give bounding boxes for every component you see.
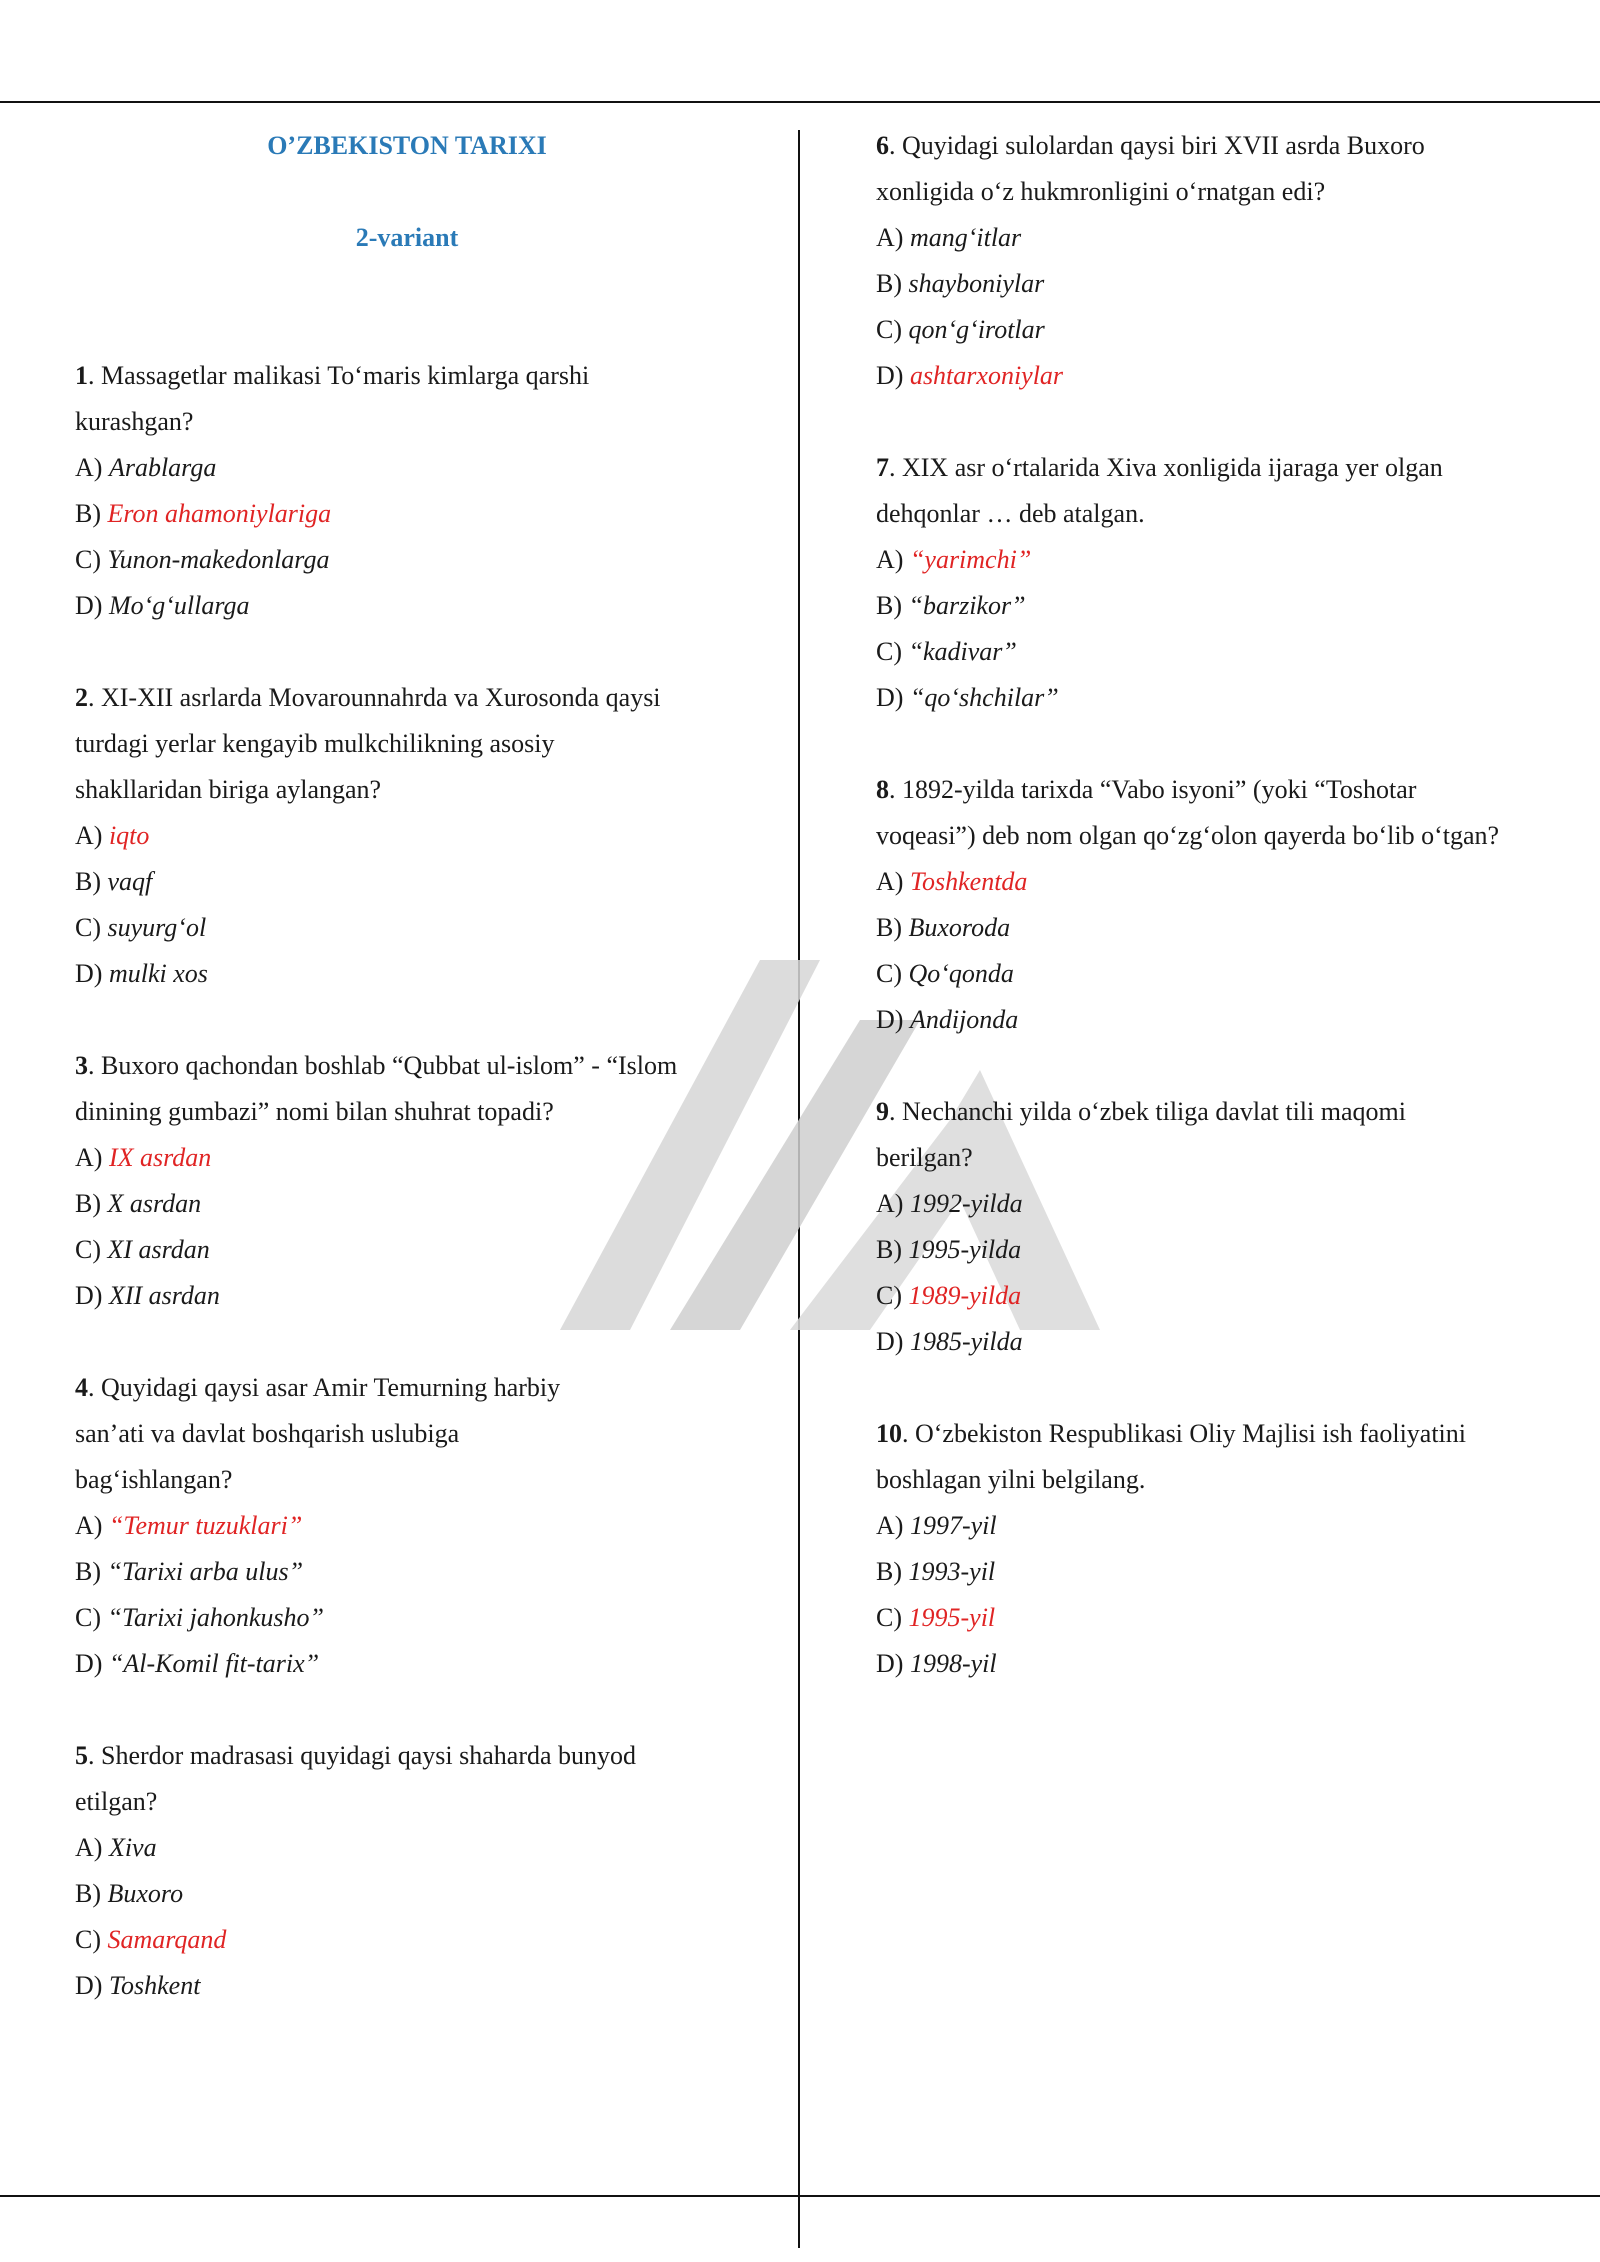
answer-option [876,307,1576,353]
answer-option [75,1549,775,1595]
answer-option [876,675,1576,721]
question-number: 8 [876,775,889,804]
option-text: Buxoroda [908,913,1011,942]
answer-option [876,997,1576,1043]
answer-option-correct [75,1917,775,1963]
option-text: Mo‘g‘ullarga [108,591,250,620]
answer-option-correct [876,859,1576,905]
answer-option [75,1181,775,1227]
option-text: Arablarga [108,453,217,482]
answer-option [876,1641,1576,1687]
option-text: suyurg‘ol [107,913,207,942]
answer-option [75,583,775,629]
answer-option [876,1503,1576,1549]
option-letter: A) [75,1833,109,1862]
question-block [75,1365,775,1687]
answer-option [75,537,775,583]
option-text: vaqf [107,867,153,896]
option-text: “Tarixi jahonkusho” [107,1603,324,1632]
answer-option [876,583,1576,629]
option-letter: C) [876,959,909,988]
answer-option [876,905,1576,951]
option-text: Buxoro [107,1879,184,1908]
option-text: XI asrdan [107,1235,210,1264]
answer-option-correct [75,813,775,859]
option-letter: D) [876,361,910,390]
option-text: Andijonda [909,1005,1019,1034]
option-letter: C) [75,1925,108,1954]
option-text: 1995-yilda [908,1235,1022,1264]
option-letter: D) [876,1327,910,1356]
question-stem-line: shakllaridan biriga aylangan? [75,775,382,804]
option-letter: A) [876,1511,910,1540]
option-letter: A) [75,1511,109,1540]
option-text: “kadivar” [908,637,1017,666]
option-text: Xiva [108,1833,157,1862]
left-column [75,123,775,2055]
question-stem-line: berilgan? [876,1143,973,1172]
question-stem-line: 10. O‘zbekiston Respublikasi Oliy Majlisi ish faoliyatini [876,1419,1467,1448]
option-text: “Tarixi arba ulus” [107,1557,304,1586]
option-text: mang‘itlar [909,223,1022,252]
question-number: 7 [876,453,889,482]
option-text: IX asrdan [108,1143,212,1172]
answer-option [75,859,775,905]
option-letter: A) [75,1143,109,1172]
answer-option [75,1871,775,1917]
answer-option [75,905,775,951]
question-block [876,1089,1576,1365]
question-number: 2 [75,683,88,712]
option-letter: C) [876,1603,909,1632]
option-letter: B) [876,269,909,298]
bottom-rule [0,2195,1600,2197]
question-number: 4 [75,1373,88,1402]
option-letter: B) [75,1189,108,1218]
option-letter: D) [75,1971,109,2000]
question-stem-line: etilgan? [75,1787,158,1816]
option-letter: D) [876,683,910,712]
option-letter: C) [876,1281,909,1310]
question-stem-line: 6. Quyidagi sulolardan qaysi biri XVII asrda Buxoro [876,131,1425,160]
question-stem-line: san’ati va davlat boshqarish uslubiga [75,1419,460,1448]
answer-option [876,629,1576,675]
option-letter: D) [75,1281,109,1310]
answer-option [75,1825,775,1871]
question-stem-line: turdagi yerlar kengayib mulkchilikning asosiy [75,729,555,758]
option-text: 1997-yil [909,1511,997,1540]
question-stem-line: 4. Quyidagi qaysi asar Amir Temurning harbiy [75,1373,561,1402]
option-letter: B) [876,1557,909,1586]
answer-option [75,1227,775,1273]
answer-option [876,1181,1576,1227]
option-letter: A) [75,821,109,850]
answer-option-correct [75,1503,775,1549]
option-letter: D) [75,591,109,620]
option-text: Samarqand [107,1925,227,1954]
question-number: 3 [75,1051,88,1080]
option-letter: A) [876,545,910,574]
page-title: O’ZBEKISTON TARIXI [267,131,547,160]
question-number: 5 [75,1741,88,1770]
option-letter: A) [876,223,910,252]
option-letter: C) [75,913,108,942]
option-text: ashtarxoniylar [909,361,1064,390]
option-text: “Al-Komil fit-tarix” [108,1649,320,1678]
question-stem-line: bag‘ishlangan? [75,1465,233,1494]
answer-option-correct [876,537,1576,583]
question-block [75,1043,775,1319]
option-letter: A) [876,867,910,896]
question-block [876,123,1576,399]
answer-option-correct [876,1595,1576,1641]
answer-option [75,1963,775,2009]
option-text: X asrdan [107,1189,202,1218]
option-letter: B) [876,591,909,620]
option-text: 1993-yil [908,1557,996,1586]
answer-option [75,951,775,997]
option-letter: A) [75,453,109,482]
answer-option [876,1227,1576,1273]
option-text: Eron ahamoniylariga [107,499,332,528]
option-text: 1985-yilda [909,1327,1023,1356]
answer-option [876,215,1576,261]
option-letter: B) [75,499,108,528]
question-stem-line: 3. Buxoro qachondan boshlab “Qubbat ul-islom” - “Islom [75,1051,678,1080]
option-letter: B) [75,1557,108,1586]
question-stem-line: 1. Massagetlar malikasi To‘maris kimlarga qarshi [75,361,590,390]
option-text: mulki xos [108,959,208,988]
option-text: 1989-yilda [908,1281,1022,1310]
question-stem-line: kurashgan? [75,407,194,436]
answer-option-correct [75,491,775,537]
question-number: 10 [876,1419,902,1448]
option-text: 1998-yil [909,1649,997,1678]
option-text: Toshkent [108,1971,201,2000]
question-stem-line: voqeasi”) deb nom olgan qo‘zg‘olon qayerda bo‘lib o‘tgan? [876,821,1500,850]
right-question-list [876,123,1576,1687]
option-letter: B) [876,1235,909,1264]
option-letter: D) [876,1005,910,1034]
option-text: iqto [108,821,150,850]
question-number: 9 [876,1097,889,1126]
question-block [75,675,775,997]
option-letter: D) [75,1649,109,1678]
question-stem-line: dinining gumbazi” nomi bilan shuhrat topadi? [75,1097,554,1126]
answer-option [75,445,775,491]
option-letter: C) [876,315,909,344]
option-text: “qo‘shchilar” [909,683,1059,712]
option-text: shayboniylar [908,269,1045,298]
question-block [75,353,775,629]
question-number: 6 [876,131,889,160]
option-text: “Temur tuzuklari” [108,1511,303,1540]
option-text: 1995-yil [908,1603,996,1632]
question-stem-line: 8. 1892-yilda tarixda “Vabo isyoni” (yoki “Toshotar [876,775,1417,804]
option-text: qon‘g‘irotlar [908,315,1045,344]
question-number: 1 [75,361,88,390]
option-letter: B) [876,913,909,942]
option-letter: C) [75,1235,108,1264]
question-stem-line: 5. Sherdor madrasasi quyidagi qaysi shaharda bunyod [75,1741,637,1770]
question-stem-line: 9. Nechanchi yilda o‘zbek tiliga davlat tili maqomi [876,1097,1406,1126]
answer-option [75,1641,775,1687]
answer-option [876,261,1576,307]
answer-option [876,1319,1576,1365]
left-question-list [75,353,775,2009]
option-text: “barzikor” [908,591,1026,620]
option-letter: C) [75,1603,108,1632]
question-stem-line: 7. XIX asr o‘rtalarida Xiva xonligida ijaraga yer olgan [876,453,1443,482]
option-text: XII asrdan [108,1281,220,1310]
option-text: “yarimchi” [909,545,1032,574]
question-stem-line: 2. XI-XII asrlarda Movarounnahrda va Xurosonda qaysi [75,683,661,712]
option-letter: A) [876,1189,910,1218]
question-stem-line: boshlagan yilni belgilang. [876,1465,1146,1494]
question-block [876,1411,1576,1687]
option-text: Toshkentda [909,867,1028,896]
question-block [75,1733,775,2009]
variant-label: 2-variant [355,223,459,252]
option-text: 1992-yilda [909,1189,1023,1218]
answer-option [876,1549,1576,1595]
question-stem-line: dehqonlar … deb atalgan. [876,499,1145,528]
option-text: Qo‘qonda [908,959,1014,988]
option-letter: C) [75,545,108,574]
question-stem-line: xonligida o‘z hukmronligini o‘rnatgan edi? [876,177,1326,206]
option-letter: B) [75,867,108,896]
answer-option-correct [75,1135,775,1181]
question-block [876,767,1576,1043]
top-rule [0,101,1600,103]
option-letter: B) [75,1879,108,1908]
right-column [876,123,1576,1733]
answer-option-correct [876,1273,1576,1319]
option-letter: D) [75,959,109,988]
question-block [876,445,1576,721]
answer-option-correct [876,353,1576,399]
answer-option [75,1595,775,1641]
option-letter: C) [876,637,909,666]
answer-option [876,951,1576,997]
option-letter: D) [876,1649,910,1678]
answer-option [75,1273,775,1319]
option-text: Yunon-makedonlarga [107,545,330,574]
